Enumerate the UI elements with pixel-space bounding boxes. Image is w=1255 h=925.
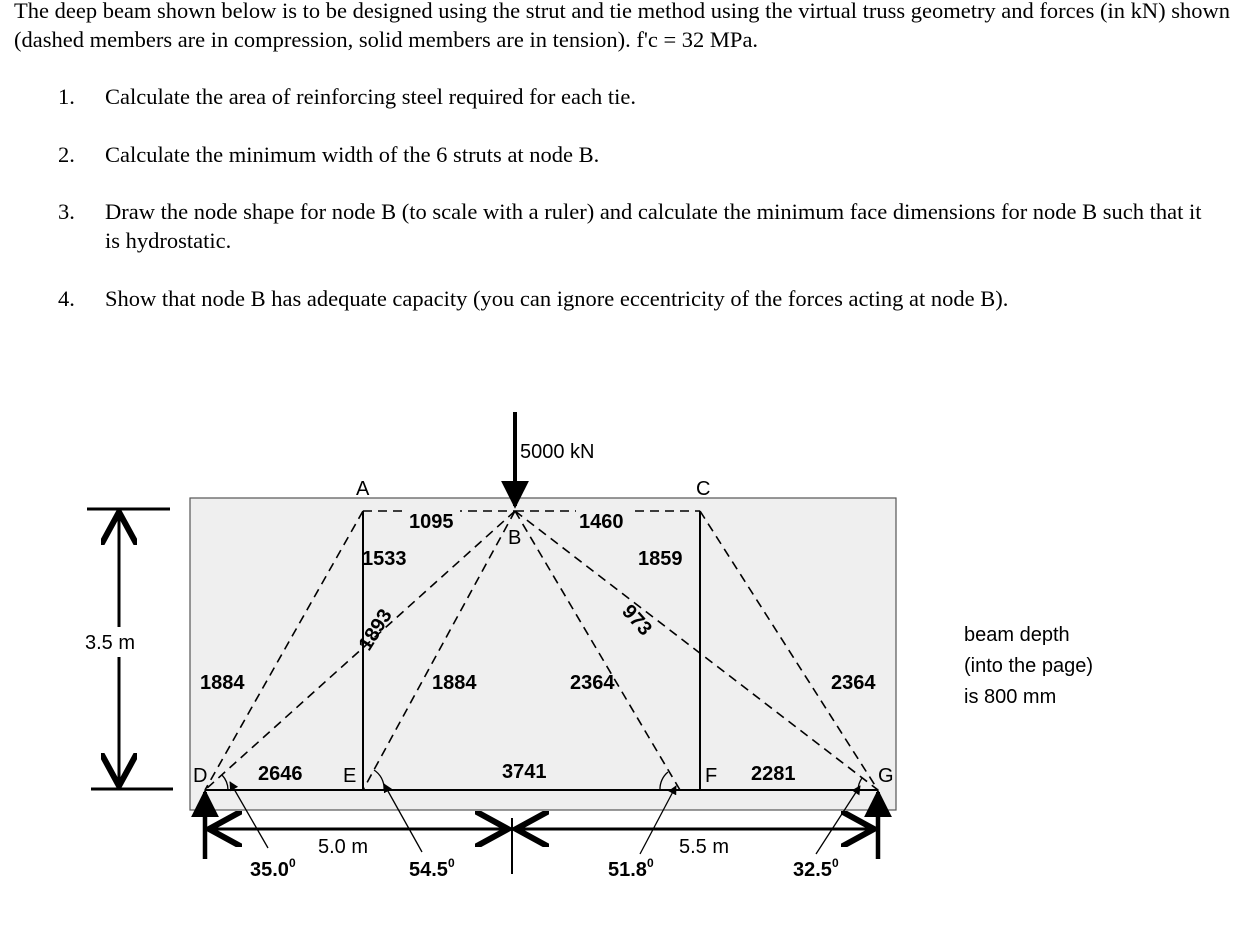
- question-number: 2.: [58, 142, 75, 167]
- question-number: 4.: [58, 286, 75, 311]
- note-line: (into the page): [964, 655, 1093, 677]
- node-B-label: B: [508, 527, 522, 549]
- height-dimension: [83, 509, 173, 789]
- force-AB: 1095: [409, 511, 454, 533]
- span-dimensions: [205, 803, 878, 874]
- note-line: beam depth: [964, 624, 1070, 646]
- force-FG: 2281: [751, 763, 796, 785]
- question-text: Draw the node shape for node B (to scale with a ruler) and calculate the minimum face dimensions for node B such that it is hydrostatic.: [105, 199, 1202, 253]
- left-span-label: 5.0 m: [318, 836, 369, 858]
- angle-E: 54.5$^0$: [409, 856, 455, 881]
- force-CG: 2364: [831, 672, 876, 694]
- problem-intro: The deep beam shown below is to be designed using the strut and tie method using the virtual truss geometry and forces (in kN) shown (dashed members are in compression, solid members are in tension). f'c = 32 MPa.: [14, 0, 1230, 52]
- angle-G: 32.5$^0$: [793, 856, 839, 881]
- applied-load: [515, 412, 595, 506]
- force-AE: 1533: [362, 548, 407, 570]
- force-BF: 2364: [570, 672, 615, 694]
- angle-labels: [250, 856, 839, 881]
- question-text: Calculate the area of reinforcing steel required for each tie.: [105, 84, 636, 109]
- force-BF-diagonal: 973: [617, 600, 656, 641]
- node-D-label: D: [193, 765, 208, 787]
- load-label: 5000 kN: [520, 441, 595, 463]
- force-EB: 1884: [432, 672, 477, 694]
- question-number: 1.: [58, 84, 75, 109]
- node-E-label: E: [343, 765, 357, 787]
- node-G-label: G: [878, 765, 894, 787]
- angle-F: 51.8$^0$: [608, 856, 654, 881]
- question-number: 3.: [58, 199, 75, 224]
- force-DA: 1884: [200, 672, 245, 694]
- node-C-label: C: [696, 478, 711, 500]
- note-line: is 800 mm: [964, 686, 1057, 708]
- beam-depth-note: [964, 620, 1093, 713]
- height-label: 3.5 m: [85, 632, 136, 654]
- angle-D: 35.0$^0$: [250, 856, 296, 881]
- question-text: Show that node B has adequate capacity (you can ignore eccentricity of the forces acting at node B).: [105, 286, 1009, 311]
- right-span-label: 5.5 m: [679, 836, 730, 858]
- force-EB-diagonal: 1893: [354, 605, 397, 655]
- node-F-label: F: [705, 765, 718, 787]
- force-BC: 1460: [579, 511, 624, 533]
- force-EF: 3741: [502, 761, 547, 783]
- force-DE: 2646: [258, 763, 303, 785]
- question-text: Calculate the minimum width of the 6 struts at node B.: [105, 142, 600, 167]
- force-CF: 1859: [638, 548, 683, 570]
- node-A-label: A: [356, 478, 370, 500]
